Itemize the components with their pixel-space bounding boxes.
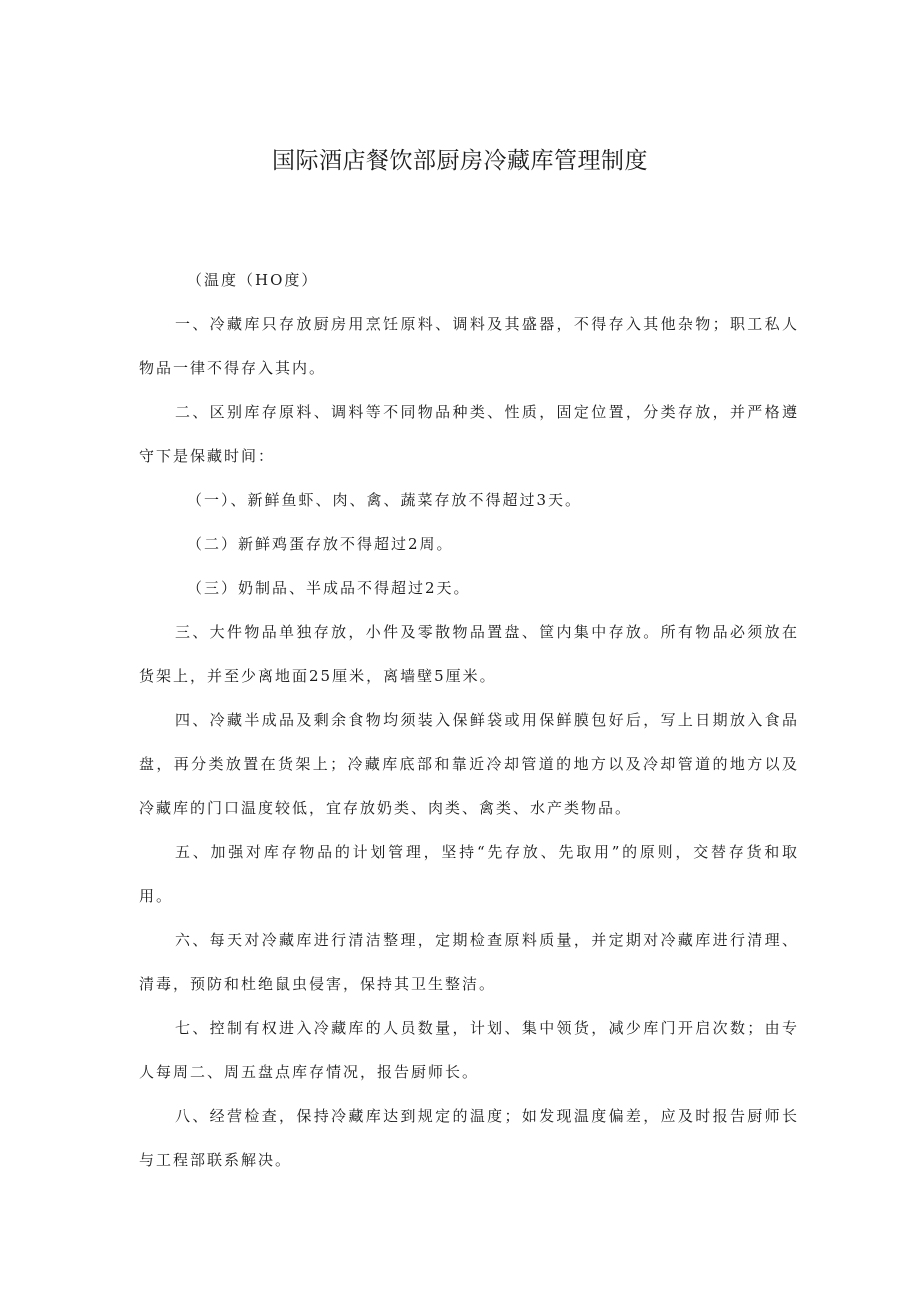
rule-5: 五、加强对库存物品的计划管理，坚持“先存放、先取用”的原则，交替存货和取用。 (139, 843, 799, 905)
rule-2-item-1: （一）、新鲜鱼虾、肉、禽、蔬菜存放不得超过3天。 (187, 491, 583, 509)
rule-7: 七、控制有权进入冷藏库的人员数量，计划、集中领货，减少库门开启次数；由专人每周二、周五盘点库存情况，报告厨师长。 (139, 1019, 799, 1081)
temperature-note: （温度（HO度） (187, 271, 319, 289)
rule-4: 四、冷藏半成品及剩余食物均须装入保鲜袋或用保鲜膜包好后，写上日期放入食品盘，再分类放置在货架上；冷藏库底部和靠近冷却管道的地方以及冷却管道的地方以及冷藏库的门口温度较低，宜存放奶类、肉类、禽类、水产类物品。 (139, 711, 799, 817)
rule-2: 二、区别库存原料、调料等不同物品种类、性质，固定位置，分类存放，并严格遵守下是保藏时间： (139, 403, 799, 465)
rule-3: 三、大件物品单独存放，小件及零散物品置盘、筐内集中存放。所有物品必须放在货架上，并至少离地面25厘米，离墙壁5厘米。 (139, 623, 799, 685)
rule-8: 八、经营检查，保持冷藏库达到规定的温度；如发现温度偏差，应及时报告厨师长与工程部联系解决。 (139, 1107, 799, 1169)
rule-2-item-3: （三）奶制品、半成品不得超过2天。 (187, 579, 471, 597)
rule-2-item-2: （二）新鲜鸡蛋存放不得超过2周。 (187, 535, 454, 553)
rule-6: 六、每天对冷藏库进行清洁整理，定期检查原料质量，并定期对冷藏库进行清理、清毒，预防和杜绝鼠虫侵害，保持其卫生整洁。 (139, 931, 799, 993)
document-title: 国际酒店餐饮部厨房冷藏库管理制度 (272, 148, 648, 174)
rule-1: 一、冷藏库只存放厨房用烹饪原料、调料及其盛器，不得存入其他杂物；职工私人物品一律不得存入其内。 (139, 315, 799, 377)
document-body (139, 258, 799, 1182)
